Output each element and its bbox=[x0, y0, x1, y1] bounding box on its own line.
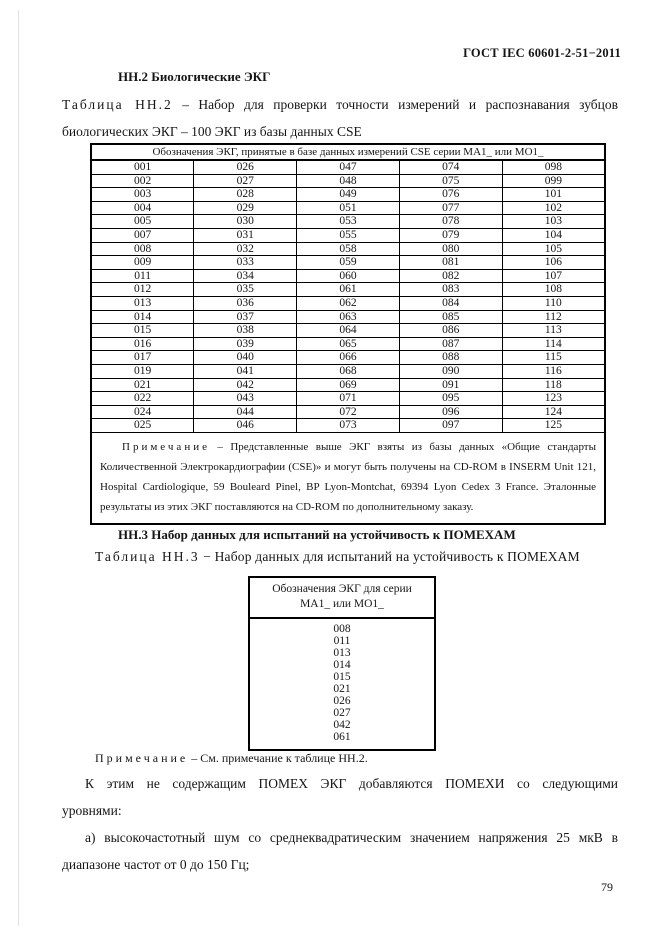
table-cell: 014 bbox=[91, 310, 194, 324]
table-cell: 077 bbox=[399, 201, 502, 215]
table-cell: 037 bbox=[194, 310, 297, 324]
table-cell: 015 bbox=[91, 324, 194, 338]
scan-edge-line bbox=[18, 10, 19, 926]
hh3-note-text: – См. примечание к таблице НН.2. bbox=[191, 751, 368, 765]
table-row bbox=[91, 228, 605, 242]
table-cell: 072 bbox=[297, 405, 400, 419]
table-cell: 076 bbox=[399, 188, 502, 202]
hh3-note bbox=[95, 751, 368, 766]
table-cell: 011 bbox=[91, 269, 194, 283]
table-cell: 068 bbox=[297, 364, 400, 378]
table-row bbox=[91, 296, 605, 310]
table-row bbox=[91, 310, 605, 324]
table-hh2-note bbox=[91, 432, 605, 524]
table-cell: 124 bbox=[502, 405, 605, 419]
table-hh2-header: Обозначения ЭКГ, принятые в базе данных измерений CSE серии МА1_ или МО1_ bbox=[91, 144, 605, 160]
table-cell: 040 bbox=[194, 351, 297, 365]
ecg-id: 061 bbox=[333, 731, 351, 743]
table-cell: 034 bbox=[194, 269, 297, 283]
table-cell: 078 bbox=[399, 215, 502, 229]
table-cell: 091 bbox=[399, 378, 502, 392]
table-cell: 043 bbox=[194, 392, 297, 406]
ecg-id: 013 bbox=[333, 647, 351, 659]
table-cell: 108 bbox=[502, 283, 605, 297]
note-label: Примечание bbox=[122, 440, 210, 453]
table-cell: 066 bbox=[297, 351, 400, 365]
table-row bbox=[91, 269, 605, 283]
table-cell: 029 bbox=[194, 201, 297, 215]
table-cell: 088 bbox=[399, 351, 502, 365]
table-hh3-header-line1: Обозначения ЭКГ для серии bbox=[272, 583, 412, 595]
table-cell: 026 bbox=[194, 160, 297, 174]
paragraph-noise-intro bbox=[62, 770, 618, 824]
table-hh2-caption bbox=[62, 91, 618, 145]
table-cell: 116 bbox=[502, 364, 605, 378]
table-hh2-caption-line2: биологических ЭКГ – 100 ЭКГ из базы данных CSE bbox=[62, 124, 362, 139]
table-hh2-caption-text: – Набор для проверки точности измерений и распознавания зубцов bbox=[182, 97, 619, 112]
table-cell: 028 bbox=[194, 188, 297, 202]
table-cell: 082 bbox=[399, 269, 502, 283]
table-cell: 097 bbox=[399, 419, 502, 433]
table-cell: 080 bbox=[399, 242, 502, 256]
table-cell: 062 bbox=[297, 296, 400, 310]
table-cell: 016 bbox=[91, 337, 194, 351]
table-cell: 081 bbox=[399, 256, 502, 270]
table-row bbox=[91, 392, 605, 406]
table-cell: 005 bbox=[91, 215, 194, 229]
table-cell: 073 bbox=[297, 419, 400, 433]
table-cell: 061 bbox=[297, 283, 400, 297]
ecg-id: 014 bbox=[333, 659, 351, 671]
table-cell: 065 bbox=[297, 337, 400, 351]
hh3-table-values bbox=[250, 619, 434, 749]
paragraph-line: уровнями: bbox=[62, 803, 122, 818]
table-cell: 030 bbox=[194, 215, 297, 229]
table-cell: 039 bbox=[194, 337, 297, 351]
table-row bbox=[91, 351, 605, 365]
table-cell: 027 bbox=[194, 174, 297, 188]
note-line: Количественной Электрокардиографии (CSE)» и могут быть получены на CD-ROM в INSERM Unit 121, bbox=[100, 460, 596, 473]
ecg-id: 008 bbox=[333, 623, 351, 635]
table-cell: 051 bbox=[297, 201, 400, 215]
table-row bbox=[91, 256, 605, 270]
table-cell: 103 bbox=[502, 215, 605, 229]
table-cell: 055 bbox=[297, 228, 400, 242]
table-cell: 058 bbox=[297, 242, 400, 256]
table-cell: 123 bbox=[502, 392, 605, 406]
table-cell: 053 bbox=[297, 215, 400, 229]
paragraph-line: диапазоне частот от 0 до 150 Гц; bbox=[62, 857, 250, 872]
table-cell: 079 bbox=[399, 228, 502, 242]
table-row bbox=[91, 337, 605, 351]
table-hh3-caption bbox=[95, 549, 580, 565]
table-cell: 096 bbox=[399, 405, 502, 419]
table-hh2 bbox=[90, 143, 606, 525]
table-hh3-header bbox=[250, 578, 434, 619]
table-cell: 071 bbox=[297, 392, 400, 406]
table-cell: 063 bbox=[297, 310, 400, 324]
table-cell: 087 bbox=[399, 337, 502, 351]
table-cell: 044 bbox=[194, 405, 297, 419]
table-row bbox=[91, 283, 605, 297]
paragraph-noise-item-a bbox=[62, 824, 618, 878]
hh3-note-label: Примечание bbox=[95, 751, 189, 765]
table-row bbox=[91, 405, 605, 419]
table-hh2-caption-line1 bbox=[62, 91, 618, 118]
page-number: 79 bbox=[601, 880, 613, 894]
table-cell: 106 bbox=[502, 256, 605, 270]
ecg-id: 026 bbox=[333, 695, 351, 707]
table-cell: 032 bbox=[194, 242, 297, 256]
note-line bbox=[100, 437, 596, 457]
section-hh2-heading: НН.2 Биологические ЭКГ bbox=[118, 69, 271, 84]
table-cell: 104 bbox=[502, 228, 605, 242]
table-cell: 012 bbox=[91, 283, 194, 297]
paragraph-line: а) высокочастотный шум со среднеквадратическим значением напряжения 25 мкВ в bbox=[85, 830, 618, 845]
hh2-table-body bbox=[91, 160, 605, 432]
table-cell: 008 bbox=[91, 242, 194, 256]
table-cell: 049 bbox=[297, 188, 400, 202]
ecg-id: 015 bbox=[333, 671, 351, 683]
table-cell: 031 bbox=[194, 228, 297, 242]
table-row bbox=[91, 378, 605, 392]
table-cell: 075 bbox=[399, 174, 502, 188]
table-cell: 004 bbox=[91, 201, 194, 215]
table-cell: 112 bbox=[502, 310, 605, 324]
ecg-id: 027 bbox=[333, 707, 351, 719]
table-cell: 083 bbox=[399, 283, 502, 297]
table-row bbox=[91, 419, 605, 433]
table-cell: 086 bbox=[399, 324, 502, 338]
table-cell: 114 bbox=[502, 337, 605, 351]
ecg-id: 011 bbox=[333, 635, 351, 647]
table-cell: 025 bbox=[91, 419, 194, 433]
table-cell: 125 bbox=[502, 419, 605, 433]
table-cell: 021 bbox=[91, 378, 194, 392]
table-cell: 113 bbox=[502, 324, 605, 338]
table-row bbox=[91, 201, 605, 215]
table-cell: 085 bbox=[399, 310, 502, 324]
table-hh3 bbox=[248, 576, 436, 751]
table-row bbox=[91, 174, 605, 188]
table-hh3-caption-text: − Набор данных для испытаний на устойчивость к ПОМЕХАМ bbox=[203, 549, 580, 564]
table-row bbox=[91, 160, 605, 174]
table-hh3-caption-label: Таблица НН.3 bbox=[95, 549, 200, 564]
table-cell: 047 bbox=[297, 160, 400, 174]
table-cell: 001 bbox=[91, 160, 194, 174]
table-cell: 017 bbox=[91, 351, 194, 365]
table-cell: 033 bbox=[194, 256, 297, 270]
table-cell: 090 bbox=[399, 364, 502, 378]
table-cell: 060 bbox=[297, 269, 400, 283]
table-cell: 048 bbox=[297, 174, 400, 188]
table-cell: 019 bbox=[91, 364, 194, 378]
table-cell: 038 bbox=[194, 324, 297, 338]
table-hh2-header-row bbox=[91, 144, 605, 160]
table-cell: 107 bbox=[502, 269, 605, 283]
section-hh3-heading: НН.3 Набор данных для испытаний на устойчивость к ПОМЕХАМ bbox=[118, 527, 516, 542]
table-cell: 002 bbox=[91, 174, 194, 188]
ecg-id: 021 bbox=[333, 683, 351, 695]
table-cell: 059 bbox=[297, 256, 400, 270]
table-row bbox=[91, 188, 605, 202]
table-cell: 105 bbox=[502, 242, 605, 256]
table-cell: 009 bbox=[91, 256, 194, 270]
note-line: Hospital Cardiologique, 59 Bouleard Pinel, BP Lyon-Montchat, 69394 Lyon Cedex 3 France. Эталонные bbox=[100, 480, 596, 493]
table-cell: 115 bbox=[502, 351, 605, 365]
table-cell: 064 bbox=[297, 324, 400, 338]
table-cell: 046 bbox=[194, 419, 297, 433]
table-hh2-note-row bbox=[91, 432, 605, 524]
table-cell: 118 bbox=[502, 378, 605, 392]
table-cell: 102 bbox=[502, 201, 605, 215]
note-text: – Представленные выше ЭКГ взяты из базы данных «Общие стандарты bbox=[217, 440, 596, 453]
paragraph-line: К этим не содержащим ПОМЕХ ЭКГ добавляются ПОМЕХИ со следующими bbox=[85, 776, 618, 791]
table-row bbox=[91, 364, 605, 378]
table-cell: 022 bbox=[91, 392, 194, 406]
table-cell: 013 bbox=[91, 296, 194, 310]
table-cell: 042 bbox=[194, 378, 297, 392]
table-cell: 110 bbox=[502, 296, 605, 310]
table-cell: 036 bbox=[194, 296, 297, 310]
table-cell: 003 bbox=[91, 188, 194, 202]
table-row bbox=[91, 242, 605, 256]
table-cell: 101 bbox=[502, 188, 605, 202]
ecg-id: 042 bbox=[333, 719, 351, 731]
table-cell: 007 bbox=[91, 228, 194, 242]
table-cell: 035 bbox=[194, 283, 297, 297]
table-row bbox=[91, 215, 605, 229]
table-cell: 095 bbox=[399, 392, 502, 406]
table-hh3-header-line2: МА1_ или МО1_ bbox=[300, 598, 384, 610]
note-line: результаты из этих ЭКГ поставляются на CD-ROM по дополнительному заказу. bbox=[100, 500, 474, 513]
table-hh2-caption-label: Таблица НН.2 bbox=[62, 97, 173, 112]
table-cell: 024 bbox=[91, 405, 194, 419]
table-cell: 041 bbox=[194, 364, 297, 378]
standard-reference: ГОСТ IEC 60601-2-51−2011 bbox=[463, 46, 621, 60]
table-cell: 084 bbox=[399, 296, 502, 310]
table-row bbox=[91, 324, 605, 338]
table-cell: 098 bbox=[502, 160, 605, 174]
table-cell: 069 bbox=[297, 378, 400, 392]
table-cell: 099 bbox=[502, 174, 605, 188]
table-cell: 074 bbox=[399, 160, 502, 174]
